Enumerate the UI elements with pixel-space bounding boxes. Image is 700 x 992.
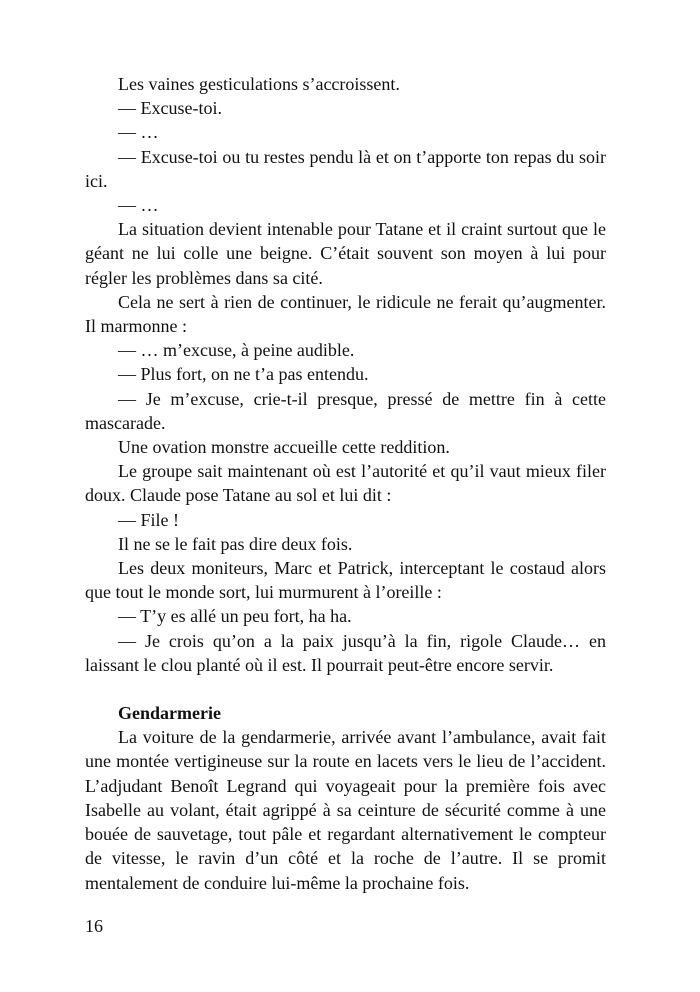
paragraph: Une ovation monstre accueille cette reddition. xyxy=(118,437,450,458)
paragraph: Les deux moniteurs, Marc et Patrick, interceptant le costaud alors que tout le monde sort, lui murmurent à l’oreille : xyxy=(85,558,606,603)
dialogue-line: — … xyxy=(118,122,159,143)
dialogue-line: — Excuse-toi ou tu restes pendu là et on t’apporte ton repas du soir ici. xyxy=(85,146,606,191)
section-heading: Gendarmerie xyxy=(118,703,221,724)
dialogue-line: — … xyxy=(118,195,159,216)
paragraph: Il ne se le fait pas dire deux fois. xyxy=(118,533,353,554)
paragraph: Cela ne sert à rien de continuer, le ridicule ne ferait qu’augmenter. Il marmonne : xyxy=(85,291,606,337)
dialogue-line: — Plus fort, on ne t’a pas entendu. xyxy=(118,364,369,385)
section-spacer xyxy=(85,677,606,701)
paragraph: Le groupe sait maintenant où est l’autorité et qu’il vaut mieux filer doux. Claude pose Tatane au sol et lui dit : xyxy=(85,461,606,506)
dialogue-line: — File ! xyxy=(118,509,179,530)
dialogue-line: — … m’excuse, à peine audible. xyxy=(118,340,355,361)
page-body xyxy=(85,72,606,895)
paragraph: La voiture de la gendarmerie, arrivée avant l’ambulance, avait fait une montée vertigineuse sur la route en lacets vers le lieu de l’accident. L’adjudant Benoît Legrand qui voyageait pour la première fois avec Isabelle au volant, était agrippé à sa ceinture de sécurité comme à une bouée de sauvetage, tout pâle et regardant alternativement le compteur de vitesse, le ravin d’un côté et la roche de l’autre. Il se promit mentalement de conduire lui-même la prochaine fois. xyxy=(85,727,606,893)
paragraph: La situation devient intenable pour Tatane et il craint surtout que le géant ne lui colle une beigne. C’était souvent son moyen à lui pour régler les problèmes dans sa cité. xyxy=(85,219,606,288)
paragraph: Les vaines gesticulations s’accroissent. xyxy=(118,74,400,94)
dialogue-line: — T’y es allé un peu fort, ha ha. xyxy=(118,606,352,627)
dialogue-line: — Je m’excuse, crie-t-il presque, pressé de mettre fin à cette mascarade. xyxy=(85,388,606,433)
dialogue-line: — Je crois qu’on a la paix jusqu’à la fin, rigole Claude… en laissant le clou planté où il est. Il pourrait peut-être encore servir. xyxy=(85,630,606,675)
page-number: 16 xyxy=(85,916,103,936)
dialogue-line: — Excuse-toi. xyxy=(118,98,222,119)
